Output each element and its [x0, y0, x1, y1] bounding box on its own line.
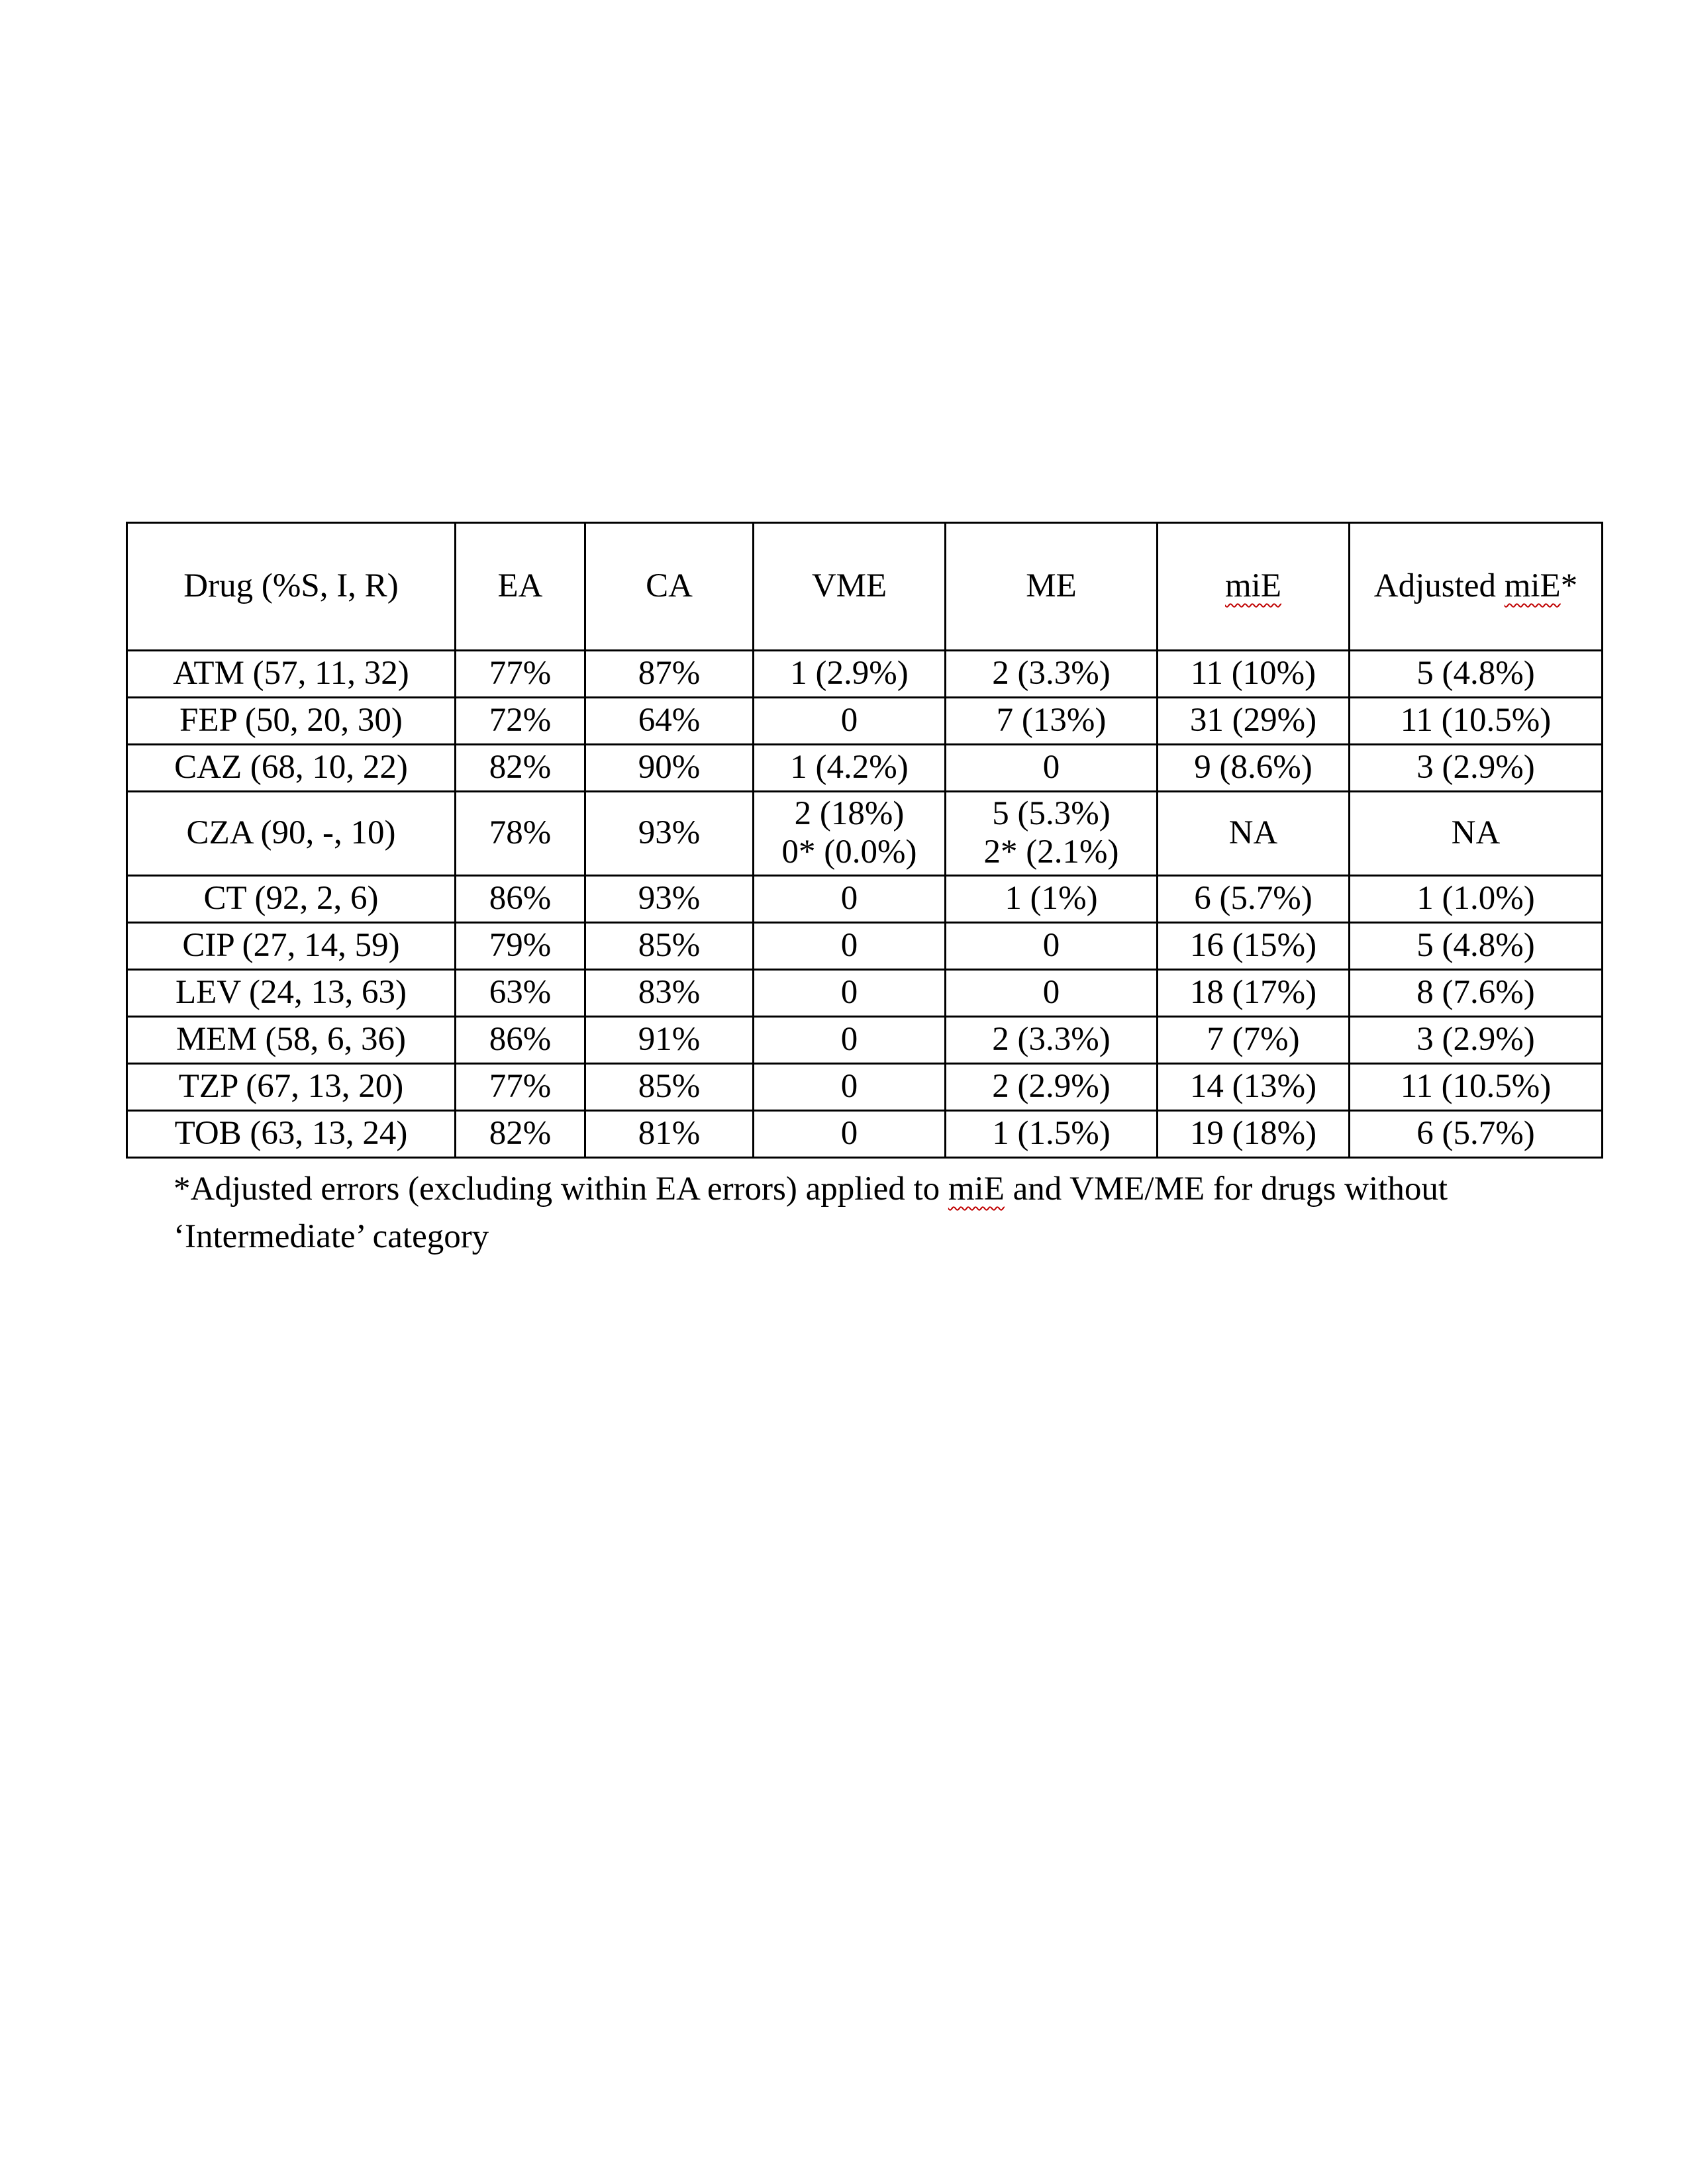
cell-adjusted-mie: NA [1350, 792, 1603, 876]
cell-drug: TOB (63, 13, 24) [127, 1111, 456, 1158]
ast-results-table [126, 522, 1603, 1159]
cell-ca: 90% [585, 745, 754, 792]
cell-me: 1 (1.5%) [946, 1111, 1158, 1158]
table-row [127, 1064, 1603, 1111]
cell-drug: FEP (50, 20, 30) [127, 698, 456, 745]
cell-mie: NA [1158, 792, 1350, 876]
cell-adjusted-mie: 3 (2.9%) [1350, 745, 1603, 792]
cell-vme: 0 [754, 1017, 946, 1064]
cell-drug: LEV (24, 13, 63) [127, 970, 456, 1017]
header-ca: CA [585, 523, 754, 651]
cell-me: 7 (13%) [946, 698, 1158, 745]
cell-mie: 6 (5.7%) [1158, 876, 1350, 923]
cell-ea: 86% [456, 876, 585, 923]
cell-me: 1 (1%) [946, 876, 1158, 923]
header-adjusted-mie-term: miE [1504, 567, 1561, 605]
cell-ea: 82% [456, 1111, 585, 1158]
table-row [127, 745, 1603, 792]
cell-me: 2 (3.3%) [946, 651, 1158, 698]
cell-ca: 64% [585, 698, 754, 745]
cell-me: 0 [946, 923, 1158, 970]
cell-ca: 81% [585, 1111, 754, 1158]
cell-me-adjusted-value: 2* (2.1%) [983, 833, 1119, 871]
cell-vme: 1 (2.9%) [754, 651, 946, 698]
cell-vme-adjusted-value: 0* (0.0%) [781, 833, 917, 871]
header-adjusted-prefix: Adjusted [1373, 567, 1505, 605]
cell-ca: 83% [585, 970, 754, 1017]
cell-ea: 72% [456, 698, 585, 745]
header-mie [1158, 523, 1350, 651]
footnote-line-2: ‘Intermediate’ category [173, 1218, 489, 1255]
cell-ea: 78% [456, 792, 585, 876]
table-footnote [173, 1165, 1604, 1260]
cell-drug: CAZ (68, 10, 22) [127, 745, 456, 792]
cell-ca: 85% [585, 923, 754, 970]
header-me: ME [946, 523, 1158, 651]
cell-adjusted-mie: 5 (4.8%) [1350, 651, 1603, 698]
results-table-container [126, 522, 1601, 1159]
table-row [127, 651, 1603, 698]
cell-vme-value: 2 (18%) [794, 795, 905, 833]
cell-ea: 63% [456, 970, 585, 1017]
table-row [127, 698, 1603, 745]
table-row [127, 970, 1603, 1017]
cell-drug: CZA (90, -, 10) [127, 792, 456, 876]
cell-vme [754, 792, 946, 876]
table-row [127, 1017, 1603, 1064]
cell-mie: 31 (29%) [1158, 698, 1350, 745]
footnote-line-1-end: and VME/ME for drugs without [1004, 1170, 1448, 1208]
header-adjusted-mie [1350, 523, 1603, 651]
cell-mie: 7 (7%) [1158, 1017, 1350, 1064]
cell-me [946, 792, 1158, 876]
cell-ea: 77% [456, 651, 585, 698]
cell-mie: 11 (10%) [1158, 651, 1350, 698]
cell-ca: 85% [585, 1064, 754, 1111]
table-row [127, 1111, 1603, 1158]
footnote-line-1 [173, 1165, 1604, 1213]
cell-mie: 16 (15%) [1158, 923, 1350, 970]
cell-me-value: 5 (5.3%) [992, 795, 1111, 833]
cell-drug: TZP (67, 13, 20) [127, 1064, 456, 1111]
cell-vme: 0 [754, 1111, 946, 1158]
cell-vme: 0 [754, 1064, 946, 1111]
footnote-line-1-start: *Adjusted errors (excluding within EA errors) applied to [173, 1170, 948, 1208]
table-row [127, 876, 1603, 923]
cell-drug: CT (92, 2, 6) [127, 876, 456, 923]
cell-adjusted-mie: 11 (10.5%) [1350, 1064, 1603, 1111]
cell-adjusted-mie: 11 (10.5%) [1350, 698, 1603, 745]
cell-ea: 79% [456, 923, 585, 970]
cell-drug: MEM (58, 6, 36) [127, 1017, 456, 1064]
cell-vme: 0 [754, 923, 946, 970]
cell-me: 0 [946, 970, 1158, 1017]
cell-ca: 93% [585, 792, 754, 876]
cell-ca: 87% [585, 651, 754, 698]
table-row [127, 792, 1603, 876]
footnote-mie-term: miE [948, 1170, 1005, 1208]
header-drug: Drug (%S, I, R) [127, 523, 456, 651]
cell-adjusted-mie: 5 (4.8%) [1350, 923, 1603, 970]
table-row [127, 923, 1603, 970]
cell-adjusted-mie: 6 (5.7%) [1350, 1111, 1603, 1158]
cell-me: 2 (2.9%) [946, 1064, 1158, 1111]
cell-mie: 19 (18%) [1158, 1111, 1350, 1158]
cell-ca: 93% [585, 876, 754, 923]
cell-ea: 77% [456, 1064, 585, 1111]
cell-mie: 18 (17%) [1158, 970, 1350, 1017]
header-vme: VME [754, 523, 946, 651]
cell-me: 2 (3.3%) [946, 1017, 1158, 1064]
cell-adjusted-mie: 3 (2.9%) [1350, 1017, 1603, 1064]
header-adjusted-suffix: * [1560, 567, 1578, 605]
cell-ea: 86% [456, 1017, 585, 1064]
cell-vme: 1 (4.2%) [754, 745, 946, 792]
header-ea: EA [456, 523, 585, 651]
table-header-row [127, 523, 1603, 651]
cell-vme: 0 [754, 876, 946, 923]
cell-drug: ATM (57, 11, 32) [127, 651, 456, 698]
cell-drug: CIP (27, 14, 59) [127, 923, 456, 970]
cell-mie: 9 (8.6%) [1158, 745, 1350, 792]
cell-adjusted-mie: 8 (7.6%) [1350, 970, 1603, 1017]
cell-adjusted-mie: 1 (1.0%) [1350, 876, 1603, 923]
cell-vme: 0 [754, 698, 946, 745]
cell-ca: 91% [585, 1017, 754, 1064]
cell-me: 0 [946, 745, 1158, 792]
cell-ea: 82% [456, 745, 585, 792]
header-mie-text: miE [1225, 567, 1281, 605]
cell-vme: 0 [754, 970, 946, 1017]
cell-mie: 14 (13%) [1158, 1064, 1350, 1111]
